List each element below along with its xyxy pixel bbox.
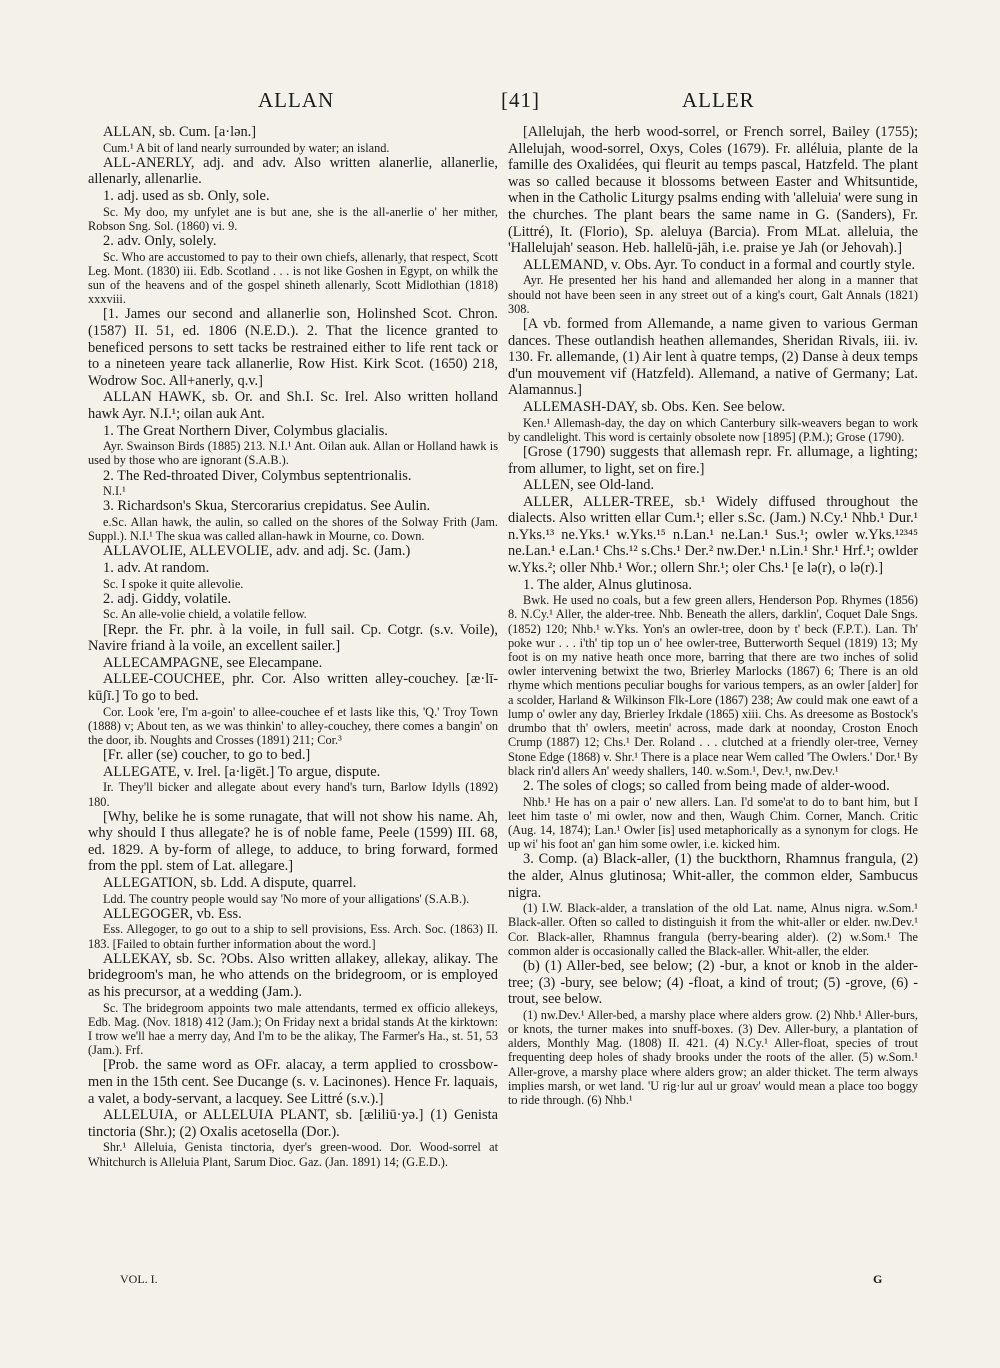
entry-paragraph: ALLEGATION, sb. Ldd. A dispute, quarrel. (103, 875, 357, 892)
entry-paragraph: ALLAVOLIE, ALLEVOLIE, adv. and adj. Sc. (Jam.) (103, 543, 411, 560)
citation-paragraph: Shr.¹ Alleluia, Genista tinctoria, dyer's green-wood. Dor. Wood-sorrel at Whitchurch is Alleluia Plant, Sarum Dioc. Gaz. (Jan. 1891) 14; (G.E.D.). (88, 1140, 498, 1169)
entry-paragraph: [Prob. the same word as OFr. alacay, a term applied to crossbow-men in the 15th cent. See Ducange (s. v. Lacinones). Hence Fr. laquais, a valet, a body-servant, a lacquey. See Littré (s.v.).] (88, 1057, 498, 1107)
citation-paragraph: (1) I.W. Black-alder, a translation of the old Lat. name, Alnus nigra. w.Som.¹ Black-aller. Often so called to distinguish it from the whit-aller or elder. nw.Dev.¹ Cor. Black-aller, Rhamnus frangula (berry-bearing alder). (2) w.Som.¹ The common alder is occasionally called the Black-aller. Whit-aller, the elder. (508, 901, 918, 958)
entry-paragraph: [Fr. aller (se) coucher, to go to bed.] (103, 747, 311, 764)
entry-paragraph: ALLEN, see Old-land. (523, 477, 655, 494)
citation-paragraph: Cum.¹ A bit of land nearly surrounded by water; an island. (103, 140, 390, 155)
entry-paragraph: 1. The alder, Alnus glutinosa. (523, 576, 693, 593)
entry-paragraph: ALLAN, sb. Cum. [a·lən.] (103, 124, 257, 140)
entry-paragraph: ALLEMASH-DAY, sb. Obs. Ken. See below. (523, 398, 786, 415)
entry-paragraph: 2. adv. Only, solely. (103, 232, 217, 249)
citation-paragraph: Ess. Allegoger, to go out to a ship to sell provisions, Ess. Arch. Soc. (1863) II. 183. [Failed to obtain further information about the word.] (88, 922, 498, 951)
citation-paragraph: Ayr. He presented her his hand and allemanded her along in a manner that should not have been seen in any street out of a king's court, Galt Annals (1821) 308. (508, 273, 918, 316)
entry-paragraph: 1. adj. used as sb. Only, sole. (103, 187, 270, 204)
entry-paragraph: ALL-ANERLY, adj. and adv. Also written alanerlie, allanerlie, allenarly, allenarlie. (88, 154, 498, 188)
running-header (86, 88, 916, 120)
citation-paragraph: N.I.¹ (103, 484, 126, 499)
entry-paragraph: 2. The soles of clogs; so called from being made of alder-wood. (523, 777, 890, 794)
entry-paragraph: (b) (1) Aller-bed, see below; (2) -bur, a knot or knob in the alder-tree; (3) -bury, see below; (4) -float, a kind of trout; (5) -grove, (6) -trout, see below. (508, 957, 918, 1008)
citation-paragraph: Cor. Look 'ere, I'm a-goin' to allee-couchee ef et lasts like this, 'Q.' Troy Town (1888) v; About ten, as we was thinkin' to alley-couchey, there comes a bangin' on the door, ib. Noughts and Crosses (1891) 211; Cor.³ (88, 704, 498, 747)
entry-paragraph: 2. adj. Giddy, volatile. (103, 590, 232, 607)
entry-paragraph: ALLEE-COUCHEE, phr. Cor. Also written alley-couchey. [æ·lī-kūʃī.] To go to bed. (88, 671, 498, 704)
citation-paragraph: Ir. They'll bicker and allegate about every hand's turn, Barlow Idylls (1892) 180. (88, 780, 498, 809)
citation-paragraph: Ayr. Swainson Birds (1885) 213. N.I.¹ Ant. Oilan auk. Allan or Holland hawk is used by those who are ignorant (S.A.B.). (88, 439, 498, 468)
header-left-word: ALLAN (258, 88, 335, 112)
entry-paragraph: [A vb. formed from Allemande, a name given to various German dances. These outlandish heathen allemandes, Sheridan Rivals, iii. iv. 130. Fr. allemande, (1) Air lent à quatre temps, (2) Danse à deux temps d'un mouvement vif (Hatzfeld). Allemand, a native of Germany; Lat. Alamannus.] (508, 315, 918, 399)
citation-paragraph: Bwk. He used no coals, but a few green allers, Henderson Pop. Rhymes (1856) 8. N.Cy.¹ Aller, the alder-tree. Nhb. Beneath the allers, darklin', Coquet Dale Sngs. (1852) 120; Nhb.¹ w.Yks. Yon's an owler-tree, doon by t' beck (F.P.T.). Lan. Th' poke wur . . . i'th' tip top un o' hee owler-tree, Butterworth Sequel (1819) 13; My foot is on my native heath once more, barring that there are two inches of solid owler intervening betwixt the two, Brierley Marlocks (1867) 6; There is an old rhyme which mentions peculiar boughs for various tempers, as an owler [alder] for a scolder, Harland & Wilkinson Flk-Lore (1867) 238; Aw could mak one eawt of a lump o' owler any day, Brierley Irkdale (1865) xiii. Chs. As dreesome as Bostock's drumbo that th' owlers, meetin' across, made dark at noonday, Croston Enoch Crump (1887) 12; Chs.¹ Der. Roland . . . clutched at a friendly oler-tree, Verney Stone Edge (1868) v. Shr.¹ There is a place near Wem called 'The Owlers.' Dor.¹ By black rin'd allers An' weedy shallers, 140. w.Som.¹, Dev.¹, nw.Dev.¹ (508, 593, 918, 778)
page-number: [41] (501, 88, 540, 112)
entry-paragraph: [Allelujah, the herb wood-sorrel, or French sorrel, Bailey (1755); Allelujah, wood-sorrel, Oxys, Coles (1679). Fr. alléluia, plante de la famille des Oxalidées, qui fleurit au temps pascal, Hatzfeld. The plant was so called because it blossoms between Easter and Whitsuntide, when in the Catholic Liturgy psalms ending with 'alleluia' were sung in the churches. The plant bears the same name in G. (Sanders), Fr. (Littré), It. (Florio), Sp. aleluya (Barcia). From MLat. alleluia, the 'Hallelujah' season. Heb. hallelū-jāh, i.e. praise ye Jah (or Jehovah).] (508, 124, 918, 257)
entry-paragraph: ALLEKAY, sb. Sc. ?Obs. Also written allakey, allekay, alikay. The bridegroom's man, he who attends on the bridegroom, or is employed as his precursor, at a wedding (Jam.). (88, 950, 498, 1001)
entry-paragraph: 1. adv. At random. (103, 559, 210, 576)
entry-paragraph: ALLELUIA, or ALLELUIA PLANT, sb. [æliliū·yə.] (1) Genista tinctoria (Shr.); (2) Oxalis acetosella (Dor.). (88, 1107, 498, 1140)
entry-paragraph: ALLEGATE, v. Irel. [a·ligēt.] To argue, dispute. (103, 763, 381, 780)
entry-paragraph: [Grose (1790) suggests that allemash repr. Fr. allumage, a lighting; from allumer, to light, set on fire.] (508, 443, 918, 477)
right-column (508, 124, 918, 1304)
citation-paragraph: Ldd. The country people would say 'No more of your alligations' (S.A.B.). (103, 891, 470, 906)
citation-paragraph: (1) nw.Dev.¹ Aller-bed, a marshy place where alders grow. (2) Nhb.¹ Aller-burs, or knots, the turner makes into snuff-boxes. (3) Dev. Aller-bury, a plantation of alders, Monthly Mag. (1808) II. 421. (4) N.Cy.¹ Aller-float, species of trout frequenting deep holes of shady brooks under the roots of the aller. (5) w.Som.¹ Aller-grove, a marshy place where alders grow; an alder thicket. The term always implies marsh, or wet land. 'U rig·lur aul ur groav' would mean a place too boggy to ride through. (6) Nhb.¹ (508, 1007, 918, 1107)
volume-label: VOL. I. (120, 1272, 158, 1286)
citation-paragraph: Sc. An alle-volie chield, a volatile fellow. (103, 607, 307, 622)
signature-mark: G (873, 1272, 883, 1286)
entry-paragraph: 3. Richardson's Skua, Stercorarius crepidatus. See Aulin. (103, 498, 431, 515)
left-column (88, 124, 498, 1304)
citation-paragraph: e.Sc. Allan hawk, the aulin, so called on the shores of the Solway Frith (Jam. Suppl.). N.I.¹ The skua was called allan-hawk in Mourne, co. Down. (88, 514, 498, 544)
citation-paragraph: Sc. I spoke it quite allevolie. (103, 576, 244, 591)
citation-paragraph: Sc. My doo, my unfylet ane is but ane, she is the all-anerlie o' her mither, Robson Sng. Sol. (1860) vi. 9. (88, 204, 498, 233)
citation-paragraph: Sc. The bridegroom appoints two male attendants, termed ex officio allekeys, Edb. Mag. (Nov. 1818) 412 (Jam.); On Friday next a bridal stands At the kirktown: I trow we'll hae a merry day, And I'm to be the alikay, The Farmer's Ha., st. 51, 53 (Jam.). Frf. (88, 1000, 498, 1058)
entry-paragraph: 3. Comp. (a) Black-aller, (1) the buckthorn, Rhamnus frangula, (2) the alder, Alnus glutinosa; Whit-aller, the common elder, Sambucus nigra. (508, 851, 918, 901)
entry-paragraph: ALLAN HAWK, sb. Or. and Sh.I. Sc. Irel. Also written holland hawk Ayr. N.I.¹; oilan auk Ant. (88, 389, 498, 422)
entry-paragraph: ALLEGOGER, vb. Ess. (103, 905, 242, 922)
citation-paragraph: Nhb.¹ He has on a pair o' new allers. Lan. I'd some'at to do to bant him, but I leet him taste o' mi owler, now and then, Waugh Chim. Corner, Manch. Critic (Aug. 14, 1874); Lan.¹ Owler [is] used metaphorically as a synonym for clogs. He up wi' his foot an' gan him some owler, i.e. kicked him. (508, 794, 918, 852)
entry-paragraph: ALLER, ALLER-TREE, sb.¹ Widely diffused throughout the dialects. Also written ellar Cum.¹; eller s.Sc. (Jam.) N.Cy.¹ Nhb.¹ Dur.¹ n.Yks.¹³ ne.Yks.¹ w.Yks.¹⁵ n.Lan.¹ ne.Lan.¹ Sus.¹; owler w.Yks.¹²³⁴⁵ ne.Lan.¹ e.Lan.¹ Chs.¹² s.Chs.¹ Der.² nw.Der.¹ n.Lin.¹ Shr.¹ Hrf.¹; owlder w.Yks.²; oller Nhb.¹ Wor.; ollern Shr.¹; oler Chs.¹ [e lə(r), o lə(r).] (508, 493, 918, 577)
entry-paragraph: [Repr. the Fr. phr. à la voile, in full sail. Cp. Cotgr. (s.v. Voile), Navire friand à la voile, an excellent sailer.] (88, 621, 498, 655)
entry-paragraph: ALLECAMPAGNE, see Elecampane. (103, 654, 323, 671)
entry-paragraph: [1. James our second and allanerlie son, Holinshed Scot. Chron. (1587) II. 51, ed. 1806 (N.E.D.). 2. That the licence granted to beneficed persons to sett tacks be restrained either to life rent tack or to a nineteen yeare tack allanerlie, Row Hist. Kirk Scot. (1650) 218, Wodrow Soc. All+anerly, q.v.] (88, 306, 498, 389)
citation-paragraph: Ken.¹ Allemash-day, the day on which Canterbury silk-weavers began to work by candlelight. This word is certainly obsolete now [1895] (P.M.); Grose (1790). (508, 415, 918, 444)
citation-paragraph: Sc. Who are accustomed to pay to their own chiefs, allenarly, that respect, Scott Leg. Mont. (1830) iii. Edb. Scotland . . . is not like Goshen in Egypt, on whilk the sun of the heavens and of the gospel shineth allenarly, Scott Midlothian (1818) xxxviii. (88, 249, 498, 307)
entry-paragraph: 1. The Great Northern Diver, Colymbus glacialis. (103, 422, 388, 439)
header-right-word: ALLER (682, 88, 755, 112)
entry-paragraph: [Why, belike he is some runagate, that will not show his name. Ah, why should I thus allegate? he is of noble fame, Peele (1599) III. 68, ed. 1829. A by-form of allege, to adduce, to bring forward, formed from the ppl. stem of Lat. allegare.] (88, 808, 498, 875)
entry-paragraph: ALLEMAND, v. Obs. Ayr. To conduct in a formal and courtly style. (523, 256, 916, 273)
entry-paragraph: 2. The Red-throated Diver, Colymbus septentrionalis. (103, 467, 412, 484)
